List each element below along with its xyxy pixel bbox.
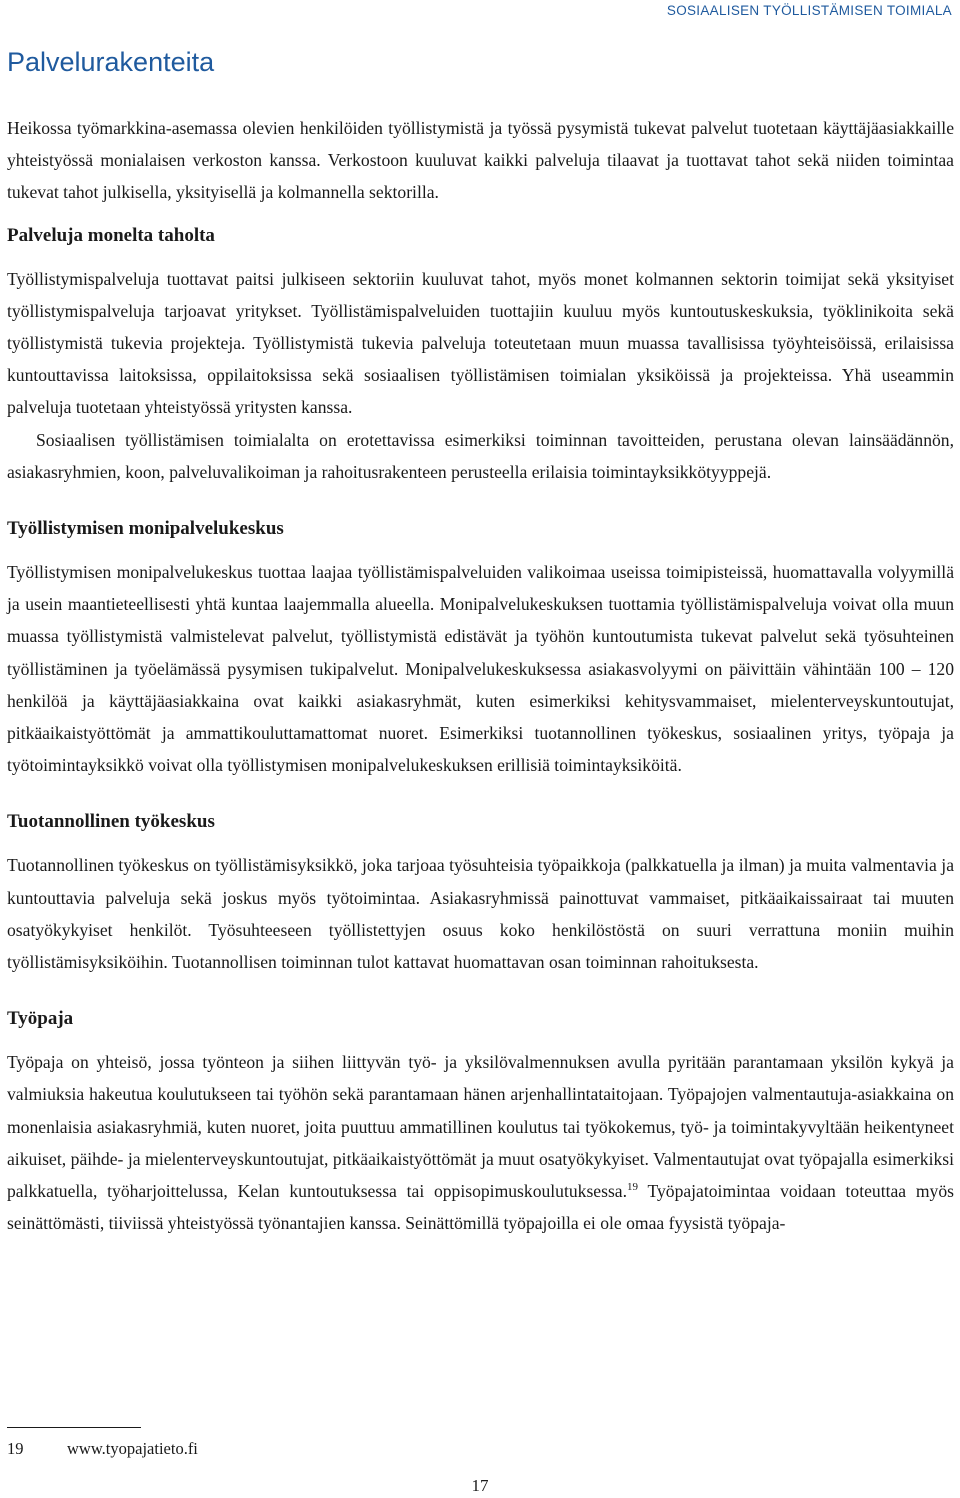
section-heading-palveluja: Palveluja monelta taholta [7,224,215,246]
section4-text-after: Työpajatoimintaa voidaan toteuttaa myös seinättömästi, tiiviissä yhteistyössä työnantajien kanssa. Seinättömillä työpajoilla ei ole omaa fyysistä työpaja- [7,1181,954,1234]
footnote-link[interactable]: www.tyopajatieto.fi [67,1439,198,1458]
footnote-divider [7,1427,141,1428]
intro-paragraph: Heikossa työmarkkina-asemassa olevien henkilöiden työllistymistä ja työssä pysymistä tukevat palvelut tuotetaan käyttäjäasiakkaille yhteistyössä monialaisen verkoston kanssa. Verkostoon kuuluvat kaikki palveluja tilaavat ja tuottavat tahot sekä niiden toimintaa tukevat tahot julkisella, yksityisellä ja kolmannella sektorilla. [7,118,954,203]
section-heading-tyokeskus: Tuotannollinen työkeskus [7,811,215,833]
footnote-number: 19 [7,1439,24,1458]
section-heading-tyopaja: Työpaja [7,1008,74,1030]
footnote-reference: 19 [627,1181,639,1194]
page-body [7,112,954,1239]
section-heading-monipalvelukeskus: Työllistymisen monipalvelukeskus [7,518,284,540]
footnote [7,1439,198,1459]
section1-paragraph-1: Työllistymispalveluja tuottavat paitsi julkiseen sektoriin kuuluvat tahot, myös monet kolmannen sektorin toimijat sekä yksityiset työllistymispalveluja tarjoavat yritykset. Työllistämispalveluiden tuottajiin kuuluu myös kuntoutuskeskuksia, työklinikoita sekä työllistymistä tukevia projekteja. Työllistymistä tukevia palveluja toteutetaan muun muassa tavallisissa työyhteisöissä, erilaisissa kuntouttavissa laitoksissa, oppilaitoksissa sekä sosiaalisen työllistämisen toimialan yksiköissä ja projekteissa. Yhä useammin palveluja tuotetaan yhteistyössä yritysten kanssa. [7,268,954,418]
page-number: 17 [471,1476,489,1495]
section3-paragraph: Tuotannollinen työkeskus on työllistämisyksikkö, joka tarjoaa työsuhteisia työpaikkoja (palkkatuella ja ilman) ja muita valmentavia ja kuntouttavia palveluja sekä joskus myös työtoimintaa. Asiakasryhmissä painottuvat vammaiset, pitkäaikaissairaat tai muuten osatyökykyiset henkilöt. Työsuhteeseen työllistettyjen osuus koko henkilöstöstä on suuri verrattuna moniin muihin työllistämisyksiköihin. Tuotannollisen toiminnan tulot kattavat huomattavan osan toiminnan rahoituksesta. [7,855,954,973]
section1-paragraph-2: Sosiaalisen työllistämisen toimialalta on erotettavissa esimerkiksi toiminnan tavoitteiden, perustana olevan lainsäädännön, asiakasryhmien, koon, palveluvalikoiman ja rahoitusrakenteen perusteella erilaisia toimintayksikkötyyppejä. [7,429,954,482]
section2-paragraph: Työllistymisen monipalvelukeskus tuottaa laajaa työllistämispalveluiden valikoimaa useissa toimipisteissä, huomattavalla volyymillä ja usein maantieteellisesti yhtä kuntaa laajemmalla alueella. Monipalvelukeskuksen tuottamia työllistämispalveluja voivat olla muun muassa työllistymistä valmistelevat palvelut, työllistymistä edistävät ja työhön kuntoutumista tukevat palvelut sekä työsuhteinen työllistäminen ja työelämässä pysymisen tukipalvelut. Monipalvelukeskuksessa asiakasvolyymi on päivittäin vähintään 100 – 120 henkilöä ja käyttäjäasiakkaina ovat kaikki asiakasryhmät, kuten esimerkiksi kehitysvammaiset, mielenterveyskuntoutujat, pitkäaikaistyöttömät ja ammattikouluttamattomat nuoret. Esimerkiksi tuotannollinen työkeskus, sosiaalinen yritys, työpaja ja työtoimintayksikkö voivat olla työllistymisen monipalvelukeskuksen erillisiä toimintayksiköitä. [7,562,954,776]
section4-text-before: Työpaja on yhteisö, jossa työnteon ja siihen liittyvän työ- ja yksilövalmennuksen avulla pyritään parantamaan yksilön kykyä ja valmiuksia hakeutua koulutukseen tai työhön sekä parantamaan hänen arjenhallintataitojaan. Työpajojen valmentautuja-asiakkaina on monenlaisia asiakasryhmiä, kuten nuoret, joita puuttuu ammatillinen koulutus tai työkokemus, työ- ja toimintakyvyltään heikentyneet aikuiset, päihde- ja mielenterveyskuntoutujat, pitkäaikaistyöttömät ja muut osatyökykyiset. Valmentautujat ovat työpajalla esimerkiksi palkkatuella, työharjoittelussa, Kelan kuntoutuksessa tai oppisopimuskoulutuksessa. [7,1052,954,1202]
section4-paragraph [7,1046,954,1239]
chapter-title: Palvelurakenteita [7,47,215,77]
running-head: SOSIAALISEN TYÖLLISTÄMISEN TOIMIALA [666,3,952,18]
